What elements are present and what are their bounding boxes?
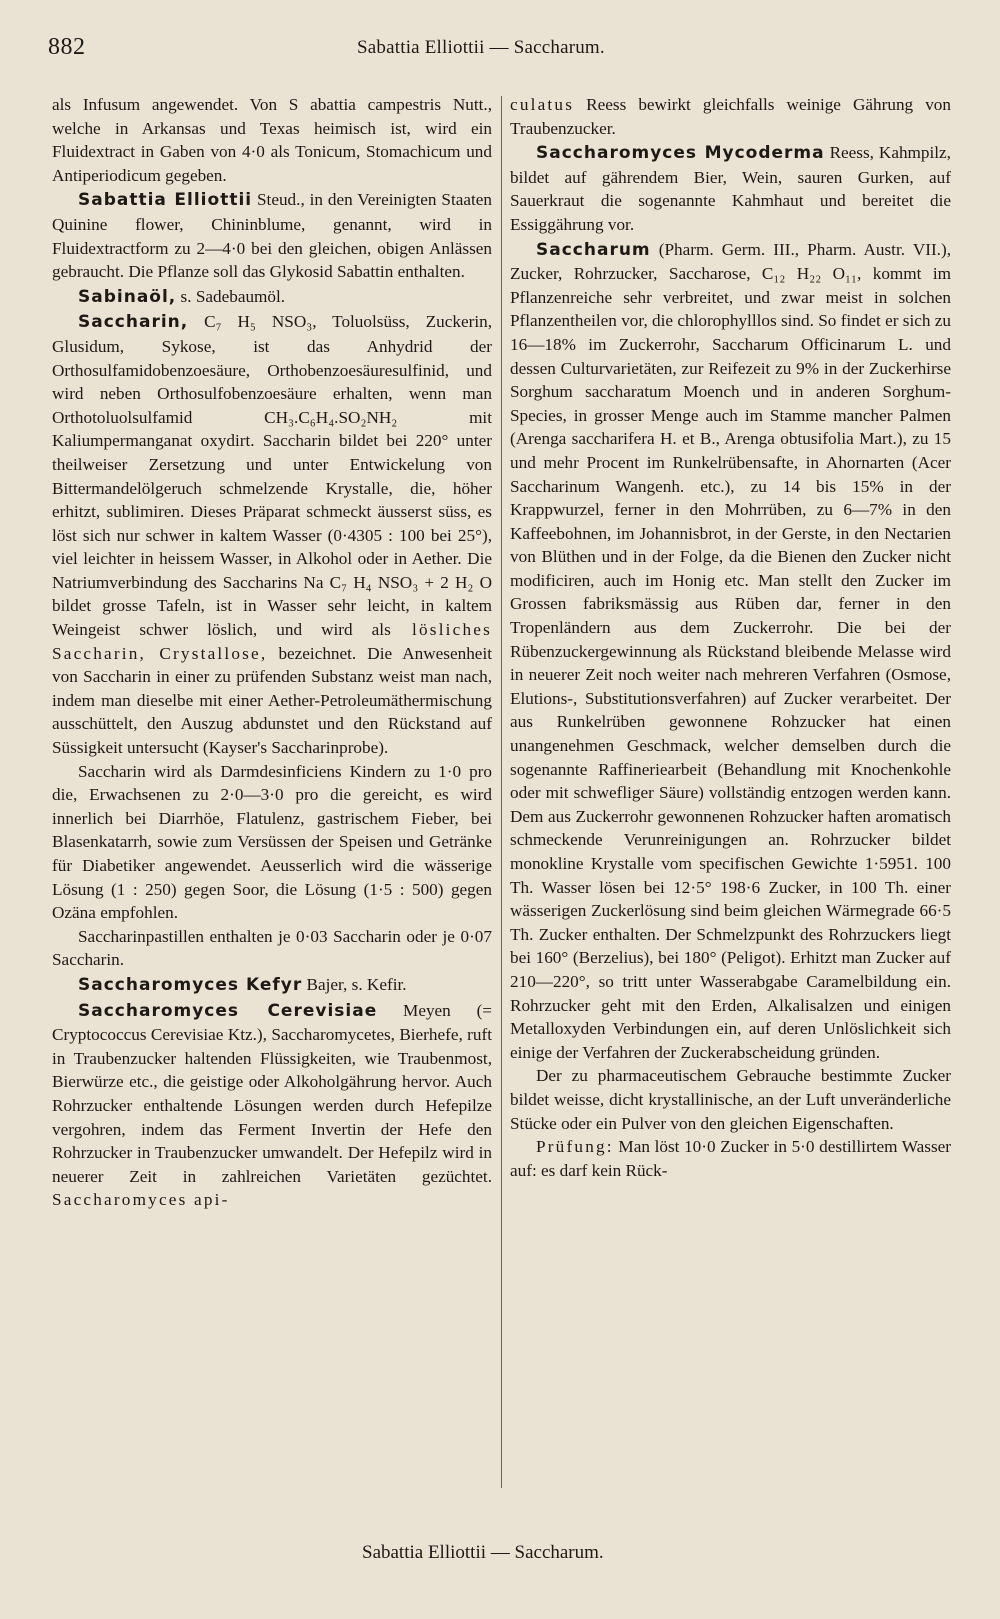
entry-text: Bajer, s. Kefir. xyxy=(302,974,407,994)
entry-saccharum xyxy=(510,238,951,1065)
entry-text: (Pharm. Germ. III., Pharm. Austr. VII.), Zucker, Rohrzucker, Saccharose, C₁₂ H₂₂ O₁₁, kommt im Pflanzenreiche sehr verbreitet, und zwar meist in solchen Pflanzentheilen vor, die chlorophylllos sind. So findet er sich zu 16—18% im Zuckerrohr, Saccharum Officinarum L. und dessen Culturvarietäten, zur Reifezeit zu 9% in der Zuckerhirse Sorghum saccharatum Moench und in anderen Sorghum-Species, in grosser Menge auch im Stamme mancher Palmen (Arenga saccharifera H. et B., Arenga obtusifolia Mart.), zu 15 und mehr Procent im Runkelrübensafte, in Ahornarten (Acer Saccharinum Wangenh. etc.), zu 14 bis 15% in der Krappwurzel, ferner in den Mohrrüben, zu 6—7% in den Kaffeebohnen, im Johannisbrot, in der Gerste, in den Nectarien von Blüthen und in der Folge, da die Bienen den Zucker nicht modificiren, auch im Honig etc. Man stellt den Zucker im Grossen fabriksmässig aus Rüben dar, ferner in den Tropenländern aus dem Zuckerrohr. Die bei der Rübenzuckergewinnung als Rückstand bleibende Melasse wird in neuerer Zeit noch weiter nach mehreren Verfahren (Osmose, Elutions-, Substitutionsverfahren) auf Zucker verarbeitet. Der aus Runkelrüben gewonnene Rohzucker hat einen unangenehmen Geschmack, welcher demselben durch die sogenannte Raffineriearbeit (Behandlung mit Knochenkohle oder mit schwefliger Säure) vollständig entzogen werden kann. Dem aus Zuckerrohr gewonnenen Rohzucker haften aromatisch schmeckende Verunreinigungen an. Rohrzucker bildet monokline Krystalle vom specifischen Gewichte 1·5951. 100 Th. Wasser lösen bei 12·5° 198·6 Zucker, in 100 Th. einer wässerigen Zuckerlösung sind beim gleichen Wärmegrade 66·5 Th. Zucker enthalten. Der Schmelzpunkt des Rohrzuckers liegt bei 160° (Berzelius), bei 180° (Peligot). Erhitzt man Zucker auf 210—220°, so tritt unter Wasserabgabe Caramelbildung ein. Rohrzucker geht mit den Erden, Alkalisalzen und einigen Metalloxyden Verbindungen ein, auf deren Unlöslichkeit sich einige der Verfahren der Zuckerabscheidung gründen. xyxy=(510,239,951,1062)
entry-headword: Saccharomyces Cerevisiae xyxy=(78,1000,378,1021)
entry-text: Steud., in den Vereinigten Staaten Quinine flower, Chininblume, genannt, wird in Fluidextractform zu 2—4·0 bei den gleichen, obigen Anlässen gebraucht. Die Pflanze soll das Glykosid Sabattin enthalten. xyxy=(52,190,492,282)
entry-text: Toluolsüss, Zuckerin, Glusidum, Sykose, ist das Anhydrid der Orthosulfamidobenzoesäure, Orthobenzoesäuresulfinid, und wird neben Orthosulfobenzoesäure erhalten, wenn man Orthotoluolsulfamid CH₃.C₆H₄.SO₂NH₂ mit Kaliumpermanganat oxydirt. Saccharin bildet bei 220° unter theilweiser Zersetzung und unter Entwickelung von Bittermandelölgeruch schmelzende Krystalle, die, höher erhitzt, sublimiren. Dieses Präparat schmeckt äusserst süss, es löst sich nur schwer in kaltem Wasser (0·4305 : 100 bei 25°), viel leichter in heissem Wasser, in Alkohol oder in Aether. Die Natriumverbindung des Saccharins Na C₇ H₄ NSO₃ + 2 H₂ O bildet grosse Tafeln, ist in Wasser sehr leicht, in kaltem Weingeist schwer löslich, und wird als xyxy=(52,312,492,640)
entry-text: Reess, Kahmpilz, bildet auf gährendem Bier, Wein, sauren Gurken, auf Sauerkraut die sogenannte Kahmhaut und bereitet die Essiggährung vor. xyxy=(510,143,951,234)
spaced-term: Saccharomyces api- xyxy=(52,1190,230,1210)
entry-saccharomyces-cerevisiae xyxy=(52,999,492,1212)
entry-text: s. Sadebaumöl. xyxy=(176,286,286,306)
paragraph: Saccharin wird als Darmdesinficiens Kindern zu 1·0 pro die, Erwachsenen zu 2·0—3·0 pro die gereicht, es wird innerlich bei Diarrhöe, Flatulenz, gastrischem Fieber, bei Blasenkatarrh, sowie zum Versüssen der Speisen und Getränke für Diabetiker angewendet. Aeusserlich wird die wässerige Lösung (1 : 250) gegen Soor, die Lösung (1·5 : 500) gegen Ozäna empfohlen. xyxy=(52,761,492,923)
paragraph xyxy=(510,1135,951,1182)
entry-text: bezeichnet. Die Anwesenheit von Saccharin in einer zu prüfenden Substanz weist man nach, indem man dieselbe mit einer Aether-Petroleumäthermischung ausschüttelt, den Auszug abdunstet und den Rückstand auf Süssigkeit untersucht (Kayser's Saccharinprobe). xyxy=(52,643,492,758)
entry-sabattia-elliottii xyxy=(52,188,492,283)
entry-headword: Saccharomyces Kefyr xyxy=(78,974,303,995)
paragraph xyxy=(510,93,951,140)
entry-saccharomyces-mycoderma xyxy=(510,141,951,236)
entry-headword: Saccharomyces Mycoderma xyxy=(536,143,825,164)
spaced-term: culatus xyxy=(510,95,575,114)
entry-text: Reess bewirkt gleichfalls weinige Gährung von Traubenzucker. xyxy=(510,95,951,138)
chemical-formula: C₇ H₅ NSO₃, xyxy=(188,312,317,332)
left-column xyxy=(52,93,492,1212)
entry-text: Man löst 10·0 Zucker in 5·0 destillirtem Wasser auf: es darf kein Rück- xyxy=(510,1137,951,1180)
entry-sabinaoel xyxy=(52,285,492,310)
entry-text: Meyen (= Cryptococcus Cerevisiae Ktz.), Saccharomycetes, Bierhefe, ruft in Traubenzucker haltenden Flüssigkeiten, wie Traubenmost, Bierwürze etc., die geistige oder Alkoholgährung hervor. Auch Rohrzucker enthaltende Lösungen werden durch Hefepilze vergohren, indem das Ferment Invertin der Hefe den Rohrzucker in Traubenzucker umwandelt. Der Hefepilz wird in neuerer Zeit in zahlreichen Varietäten gezüchtet. xyxy=(52,1000,492,1186)
paragraph: Saccharinpastillen enthalten je 0·03 Saccharin oder je 0·07 Saccharin. xyxy=(52,926,492,970)
entry-saccharin xyxy=(52,310,492,759)
entry-saccharomyces-kefyr xyxy=(52,973,492,998)
spaced-term: lösliches Saccharin, Crystallose, xyxy=(52,620,492,663)
entry-headword: Sabattia Elliottii xyxy=(78,190,253,211)
running-header: Sabattia Elliottii — Saccharum. xyxy=(357,37,605,58)
running-footer: Sabattia Elliottii — Saccharum. xyxy=(362,1542,604,1563)
entry-headword: Saccharin, xyxy=(78,312,189,333)
right-column xyxy=(510,93,951,1182)
entry-headword: Saccharum xyxy=(536,239,651,260)
paragraph: Der zu pharmaceutischem Gebrauche bestimmte Zucker bildet weisse, dicht krystallinische, an der Luft unveränderliche Stücke oder ein Pulver von den gleichen Eigenschaften. xyxy=(510,1066,951,1133)
entry-headword: Sabinaöl, xyxy=(78,286,177,307)
paragraph: als Infusum angewendet. Von S abattia campestris Nutt., welche in Arkansas und Texas heimisch ist, wird ein Fluidextract in Gaben von 4·0 als Tonicum, Stomachicum und Antiperiodicum gegeben. xyxy=(52,95,492,185)
spaced-term: Prüfung: xyxy=(536,1137,614,1157)
column-divider xyxy=(501,96,502,1488)
page-number: 882 xyxy=(48,34,86,60)
